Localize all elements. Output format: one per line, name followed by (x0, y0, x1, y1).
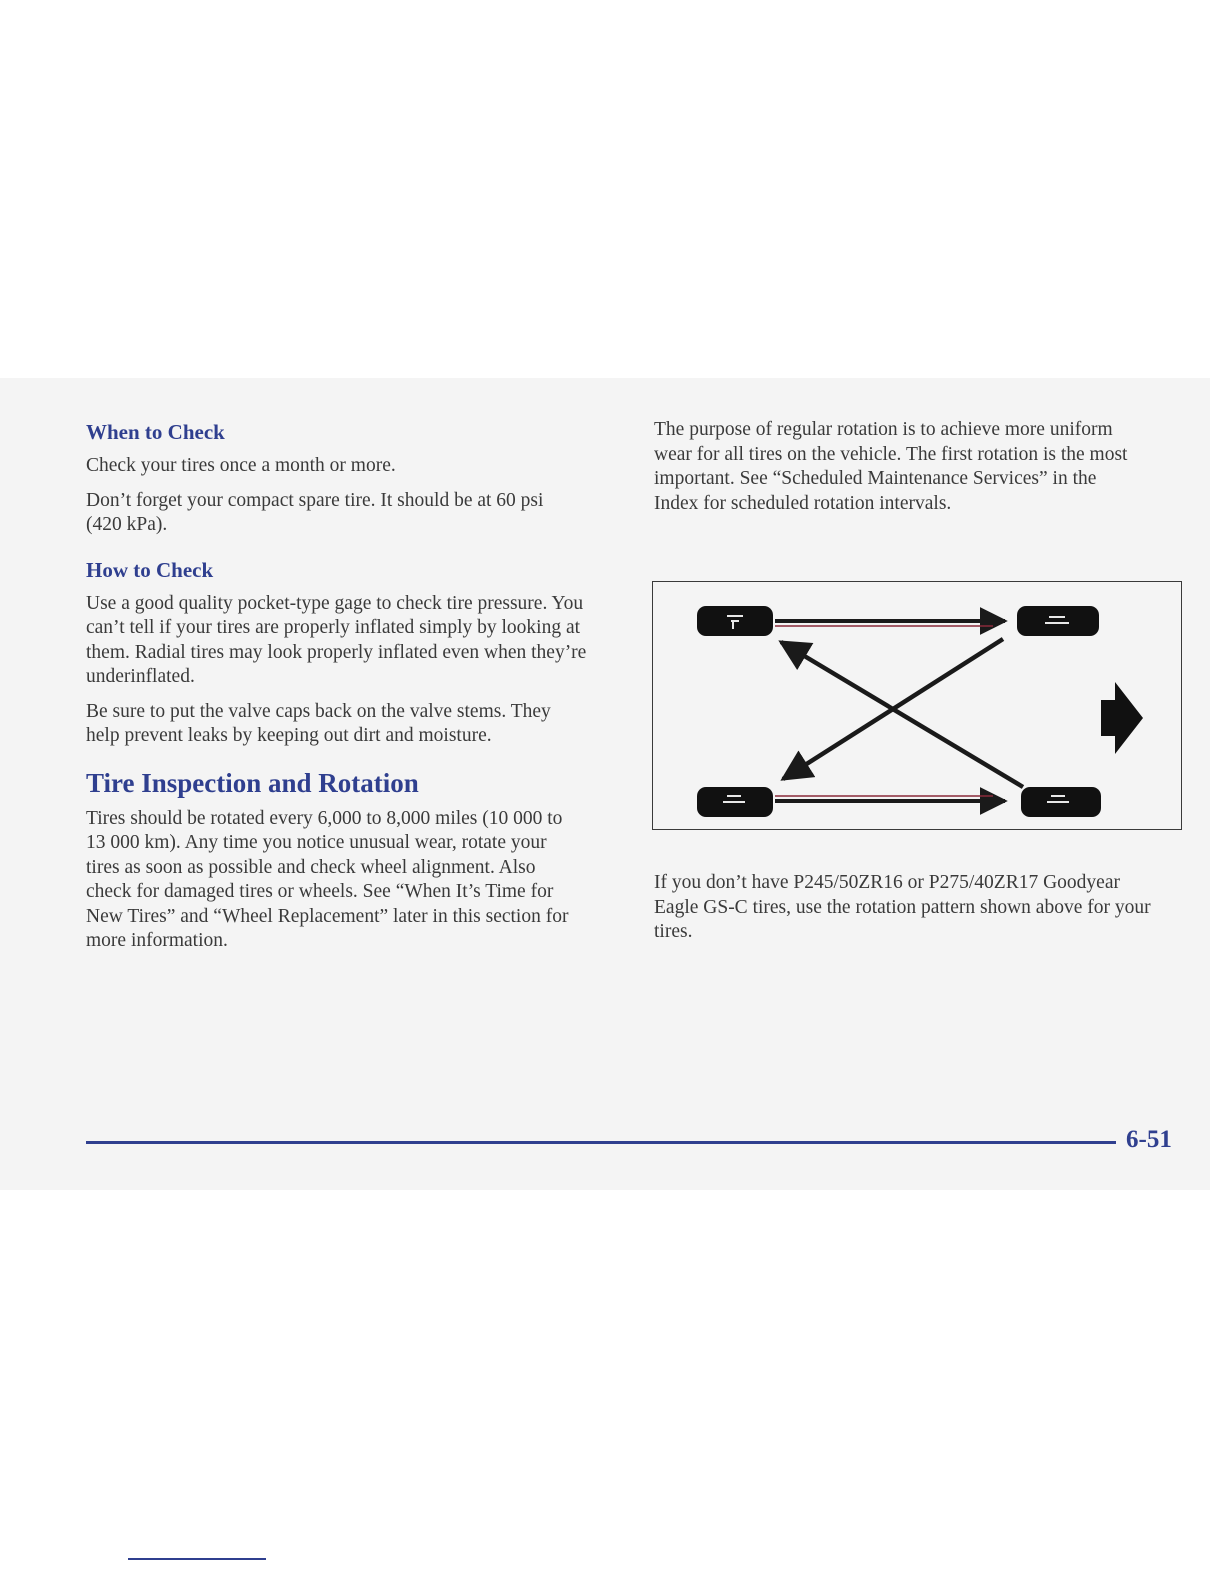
left-column (86, 420, 616, 954)
rotation-diagram (652, 581, 1182, 830)
tire-icon (697, 787, 773, 817)
when-to-check-heading: When to Check (86, 420, 225, 444)
tire-icon (697, 606, 773, 636)
bottom-divider (128, 1558, 266, 1560)
pattern-note-paragraph: If you don’t have P245/50ZR16 or P275/40ZR17 Goodyear Eagle GS-C tires, use the rotation pattern shown above for your tires. (654, 872, 1151, 942)
when-paragraph-1: Check your tires once a month or more. (86, 455, 396, 476)
page-number: 6-51 (1126, 1126, 1172, 1153)
rotation-diagram-svg (653, 582, 1180, 828)
how-paragraph-1: Use a good quality pocket-type gage to check tire pressure. You can’t tell if your tires are properly inflated simply by looking at them. Radial tires may look properly inflated even when they’re underinflated. (86, 592, 587, 687)
tire-inspection-heading: Tire Inspection and Rotation (86, 767, 419, 798)
purpose-paragraph: The purpose of regular rotation is to achieve more uniform wear for all tires on the vehicle. The first rotation is the most important. See “Scheduled Maintenance Services” in the Index for scheduled rotation intervals. (654, 419, 1128, 514)
footer-rule (86, 1141, 1116, 1144)
how-paragraph-2: Be sure to put the valve caps back on the valve stems. They help prevent leaks by keeping out dirt and moisture. (86, 700, 551, 746)
right-arrow-icon (1101, 682, 1143, 754)
how-to-check-heading: How to Check (86, 557, 214, 582)
tire-icon (1017, 606, 1099, 636)
when-paragraph-2: Don’t forget your compact spare tire. It should be at 60 psi (420 kPa). (86, 489, 544, 535)
tire-icon (1021, 787, 1101, 817)
front-right-to-rear-left-arrow (783, 639, 1003, 779)
rotation-paragraph: Tires should be rotated every 6,000 to 8,000 miles (10 000 to 13 000 km). Any time you notice unusual wear, rotate your tires as soon as possible and check wheel alignment. Also check for damaged tires or wheels. See “When It’s Time for New Tires” and “Wheel Replacement” later in this section for more information. (86, 807, 569, 951)
rear-right-to-front-left-arrow (781, 642, 1023, 787)
right-column (654, 418, 1194, 516)
pattern-note-block (654, 871, 1154, 945)
